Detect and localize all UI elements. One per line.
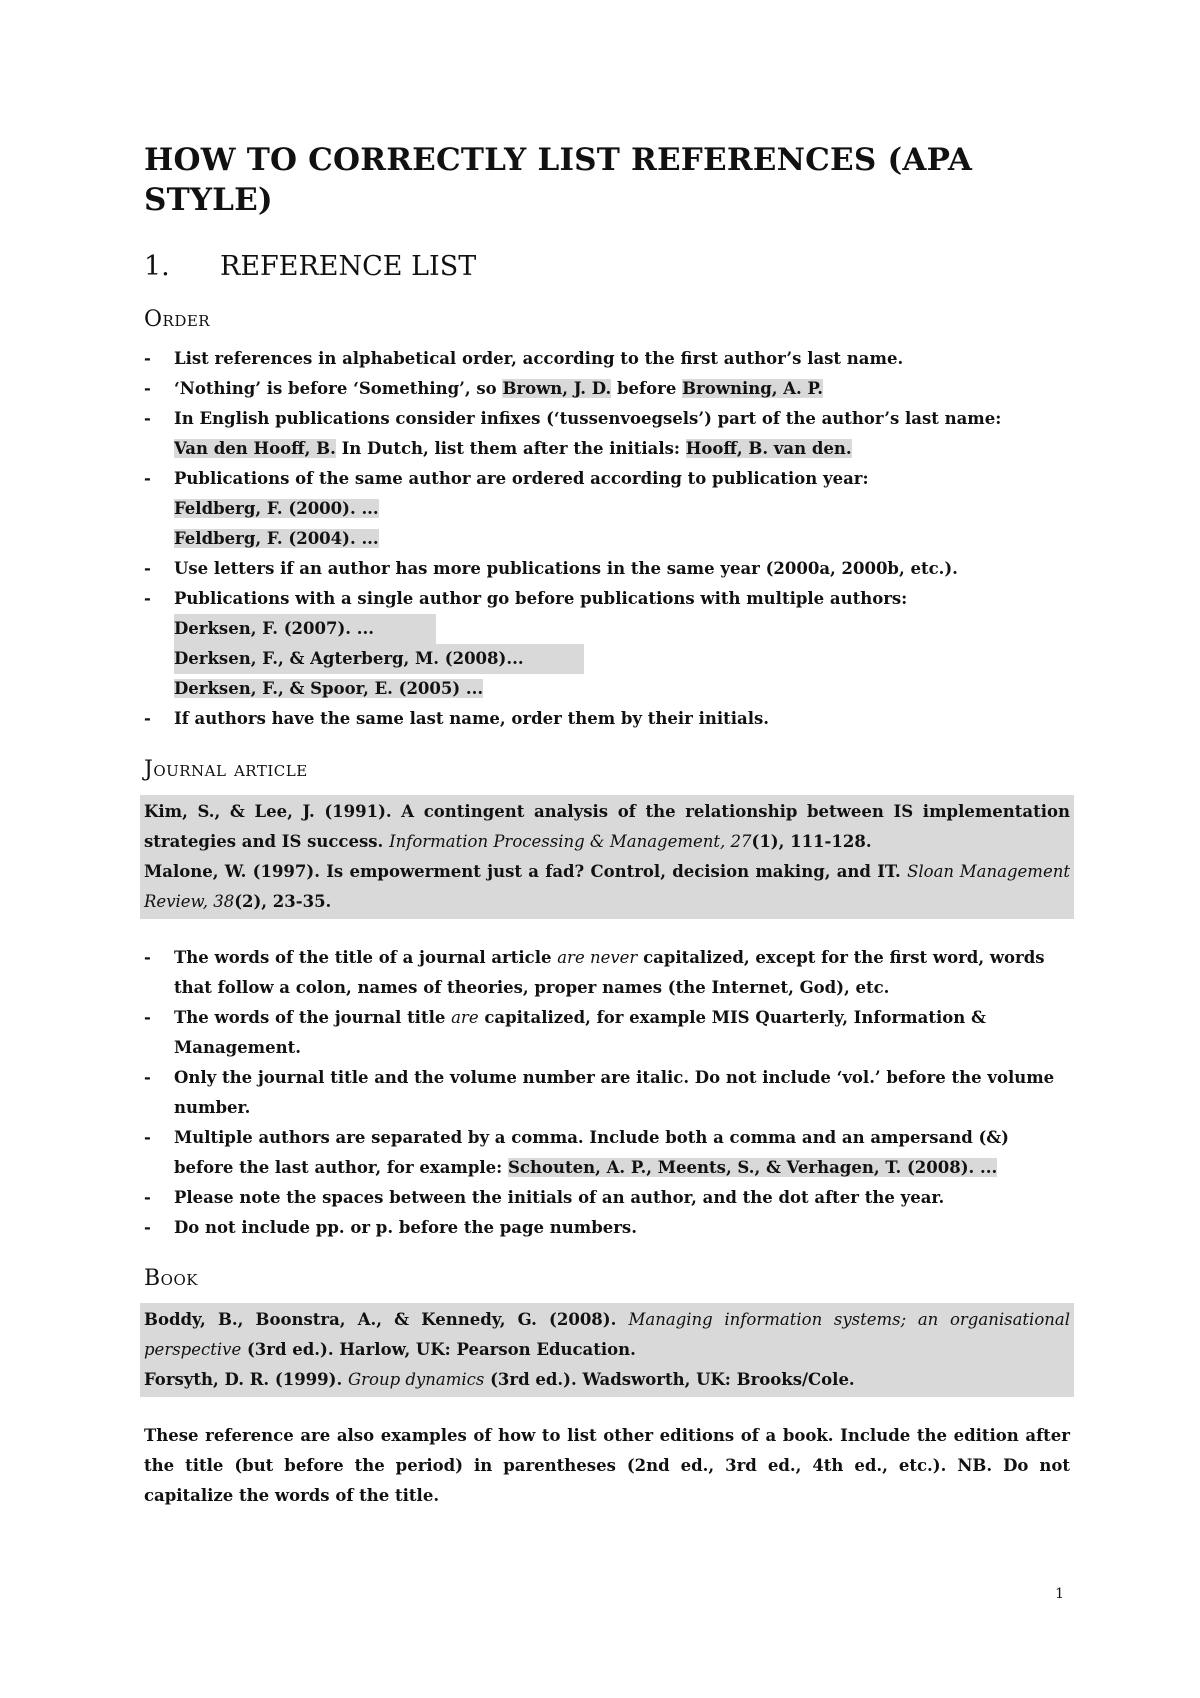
list-item: - The words of the title of a journal article are never capitalized, except for the first word, words that follow a colon, names of theories, proper names (the Internet, God), etc. <box>144 943 1070 1003</box>
highlight-example: Browning, A. P. <box>682 379 823 399</box>
document-content <box>144 140 1070 1511</box>
highlight-example: Van den Hooff, B. <box>174 439 336 459</box>
journal-example-box <box>140 795 1074 919</box>
journal-heading: Journal article <box>144 757 308 783</box>
list-item: - Please note the spaces between the initials of an author, and the dot after the year. <box>144 1183 1070 1213</box>
highlight-example: Feldberg, F. (2000). ... <box>174 499 379 519</box>
book-example-box <box>140 1303 1074 1397</box>
journal-reference: Kim, S., & Lee, J. (1991). A contingent analysis of the relationship between IS implementation strategies and IS success. Information Processing & Management, 27(1), 111-128. <box>144 801 1070 851</box>
highlight-example: Schouten, A. P., Meents, S., & Verhagen, T. (2008). ... <box>508 1157 998 1177</box>
page-number: 1 <box>1055 1586 1064 1602</box>
highlight-example: Derksen, F. (2007). ... <box>174 614 436 644</box>
list-item: - Publications with a single author go before publications with multiple authors: Derksen, F. (2007). ... Derksen, F., & Agterberg, M. (2008)... Derksen, F., & Spoor, E. (2005) ... <box>144 584 1070 704</box>
highlight-example: Brown, J. D. <box>502 379 612 399</box>
list-item: - Publications of the same author are ordered according to publication year: Feldberg, F. (2000). ... Feldberg, F. (2004). ... <box>144 464 1070 554</box>
highlight-example: Feldberg, F. (2004). ... <box>174 529 379 549</box>
list-item: - Only the journal title and the volume number are italic. Do not include ‘vol.’ before the volume number. <box>144 1063 1070 1123</box>
page-title: HOW TO CORRECTLY LIST REFERENCES (APA STYLE) <box>144 142 973 219</box>
journal-rules-list <box>144 943 1070 1243</box>
section-heading <box>144 249 1070 284</box>
list-item: - The words of the journal title are capitalized, for example MIS Quarterly, Information & Management. <box>144 1003 1070 1063</box>
order-list <box>144 344 1070 734</box>
book-heading: Book <box>144 1265 198 1291</box>
highlight-example: Derksen, F., & Agterberg, M. (2008)... <box>174 644 584 674</box>
list-item: - List references in alphabetical order, according to the first author’s last name. <box>144 344 1070 374</box>
highlight-example: Hooff, B. van den. <box>685 439 852 459</box>
highlight-example: Derksen, F., & Spoor, E. (2005) ... <box>174 679 484 699</box>
list-item: - If authors have the same last name, order them by their initials. <box>144 704 1070 734</box>
order-heading: Order <box>144 306 211 332</box>
list-item: - Use letters if an author has more publications in the same year (2000a, 2000b, etc.). <box>144 554 1070 584</box>
list-item: - ‘Nothing’ is before ‘Something’, so Brown, J. D. before Browning, A. P. <box>144 374 1070 404</box>
list-item: - Multiple authors are separated by a comma. Include both a comma and an ampersand (&) before the last author, for example: Schouten, A. P., Meents, S., & Verhagen, T. (2008). ... <box>144 1123 1070 1183</box>
journal-reference: Malone, W. (1997). Is empowerment just a fad? Control, decision making, and IT. Sloan Management Review, 38(2), 23-35. <box>144 861 1070 911</box>
section-number: 1. <box>144 250 170 282</box>
list-item: - In English publications consider infixes (‘tussenvoegsels’) part of the author’s last name: Van den Hooff, B. In Dutch, list them after the initials: Hooff, B. van den. <box>144 404 1070 464</box>
book-note: These reference are also examples of how to list other editions of a book. Include the edition after the title (but before the period) in parentheses (2nd ed., 3rd ed., 4th ed., etc.). NB. Do not capitalize the words of the title. <box>144 1426 1070 1506</box>
book-reference: Forsyth, D. R. (1999). Group dynamics (3rd ed.). Wadsworth, UK: Brooks/Cole. <box>144 1370 855 1390</box>
list-item: - Do not include pp. or p. before the page numbers. <box>144 1213 1070 1243</box>
section-title: REFERENCE LIST <box>220 250 477 282</box>
book-reference: Boddy, B., Boonstra, A., & Kennedy, G. (2008). Managing information systems; an organisational perspective (3rd ed.). Harlow, UK: Pearson Education. <box>144 1310 1070 1360</box>
